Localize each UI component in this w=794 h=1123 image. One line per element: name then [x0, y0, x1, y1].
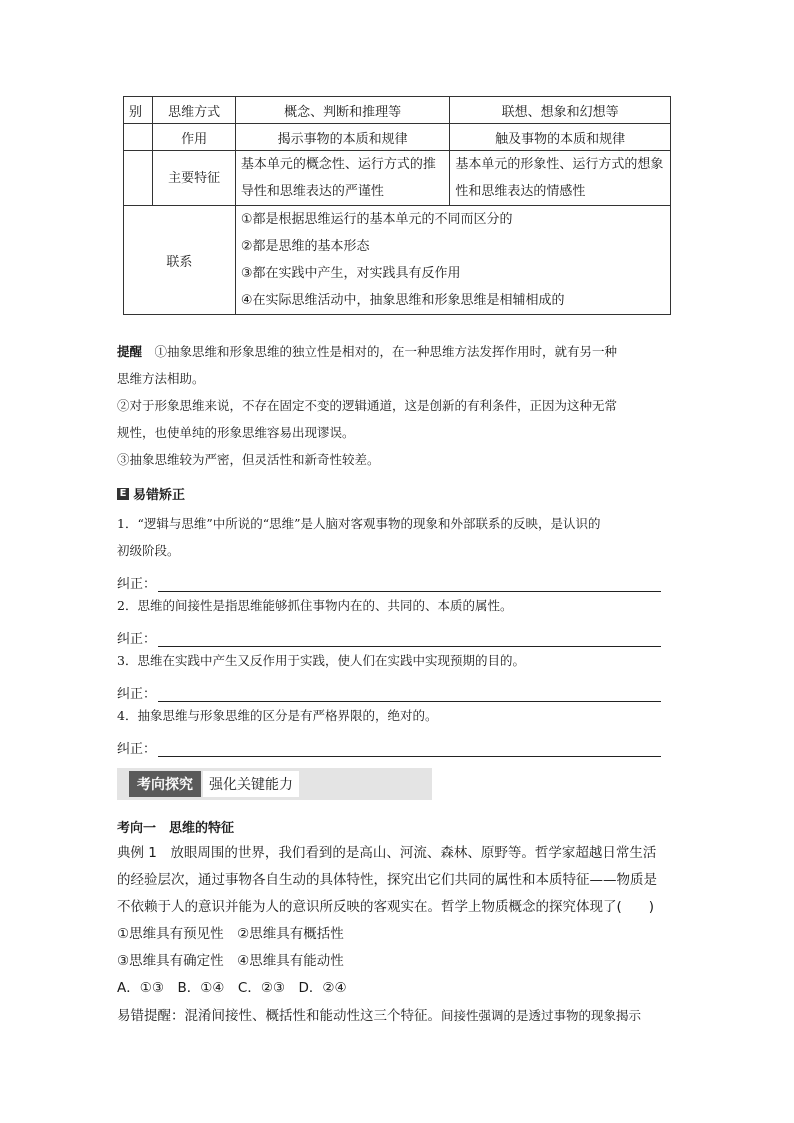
fix-answer-line[interactable] — [158, 630, 661, 647]
relation-item: ②都是思维的基本形态 — [240, 239, 370, 254]
cell-image-function: 触及事物的本质和规律 — [450, 124, 671, 151]
table-side-cell: 别 — [124, 97, 153, 124]
correction-question: 2．思维的间接性是指思维能够抓住事物内在的、共同的、本质的属性。 — [117, 598, 513, 613]
correction-question-cont: 初级阶段。 — [117, 543, 180, 558]
tip-line-2: 思维方法相助。 — [117, 371, 205, 386]
correction-list — [117, 510, 682, 757]
correction-question: 1．“逻辑与思维”中所说的“思维”是人脑对客观事物的现象和外部联系的反映，是认识的 — [117, 516, 601, 531]
correction-question: 3．思维在实践中产生又反作用于实践，使人们在实践中实现预期的目的。 — [117, 653, 525, 668]
tip-line-4: 规性，也使单纯的形象思维容易出现谬误。 — [117, 425, 355, 440]
topic-heading — [117, 817, 234, 836]
topic-label: 考向一 — [117, 821, 157, 836]
fix-row — [117, 619, 682, 647]
example-line-2: 的经验层次，通过事物各自生动的具体特性，探究出它们共同的属性和本质特征——物质是 — [117, 872, 657, 888]
relation-item: ①都是根据思维运行的基本单元的不同而区分的 — [240, 212, 513, 227]
tips-block — [117, 338, 677, 473]
option-line-1: ①思维具有预见性 ②思维具有概括性 — [117, 926, 344, 942]
fix-row — [117, 674, 682, 702]
tip-line-3: ②对于形象思维来说，不存在固定不变的逻辑通道，这是创新的有利条件，正因为这种无常 — [117, 398, 618, 413]
tip-line-1: 提醒 ①抽象思维和形象思维的独立性是相对的，在一种思维方法发挥作用时，就有另一种 — [117, 344, 618, 359]
example-line-3: 不依赖于人的意识并能为人的意识所反映的客观实在。哲学上物质概念的探究体现了( ) — [117, 899, 655, 915]
fix-label: 纠正： — [117, 632, 157, 647]
fix-answer-line[interactable] — [158, 575, 661, 592]
hint-label: 易错提醒： — [117, 1008, 185, 1024]
tip-line-5: ③抽象思维较为严密，但灵活性和新奇性较差。 — [117, 452, 380, 467]
row-label-features: 主要特征 — [153, 151, 235, 206]
fix-row — [117, 729, 682, 757]
relation-item: ③都在实践中产生，对实践具有反作用 — [240, 266, 461, 281]
answer-choices: A．①③ B．①④ C．②③ D．②④ — [117, 980, 347, 996]
fix-answer-line[interactable] — [158, 740, 661, 757]
fix-label: 纠正： — [117, 687, 157, 702]
example-line-1: 典例 1 放眼周围的世界，我们看到的是高山、河流、森林、原野等。哲学家超越日常生活 — [117, 845, 657, 861]
table-side-cell-empty — [124, 151, 153, 206]
row-label-function: 作用 — [153, 124, 235, 151]
cell-abstract-function: 揭示事物的本质和规律 — [235, 124, 450, 151]
banner-tag: 考向探究 — [129, 771, 201, 797]
example-label: 典例 1 — [117, 845, 157, 861]
row-label-method: 思维方式 — [153, 97, 235, 124]
cell-abstract-features: 基本单元的概念性、运行方式的推导性和思维表达的严谨性 — [235, 151, 450, 206]
fix-label: 纠正： — [117, 577, 157, 592]
option-line-2: ③思维具有确定性 ④思维具有能动性 — [117, 953, 344, 969]
cell-image-method: 联想、想象和幻想等 — [450, 97, 671, 124]
example-block — [117, 840, 679, 1030]
fix-label: 纠正： — [117, 742, 157, 757]
topic-title: 思维的特征 — [169, 821, 235, 836]
tips-title: 提醒 — [117, 344, 143, 359]
cell-image-features: 基本单元的形象性、运行方式的想象性和思维表达的情感性 — [450, 151, 671, 206]
correction-title: 易错矫正 — [133, 488, 186, 503]
hint-line: 易错提醒：混淆间接性、概括性和能动性这三个特征。间接性强调的是透过事物的现象揭示 — [117, 1008, 642, 1024]
correction-question: 4．抽象思维与形象思维的区分是有严格界限的，绝对的。 — [117, 708, 438, 723]
row-label-relation: 联系 — [124, 206, 236, 315]
table-side-cell-empty — [124, 124, 153, 151]
fix-answer-line[interactable] — [158, 685, 661, 702]
banner-subtitle: 强化关键能力 — [203, 771, 299, 797]
section-banner — [117, 768, 432, 800]
relation-cell — [235, 206, 670, 315]
fix-row — [117, 564, 682, 592]
comparison-table — [123, 96, 671, 315]
relation-item: ④在实际思维活动中，抽象思维和形象思维是相辅相成的 — [240, 293, 565, 308]
cell-abstract-method: 概念、判断和推理等 — [235, 97, 450, 124]
correction-icon: E — [117, 488, 129, 500]
correction-heading — [117, 484, 185, 503]
